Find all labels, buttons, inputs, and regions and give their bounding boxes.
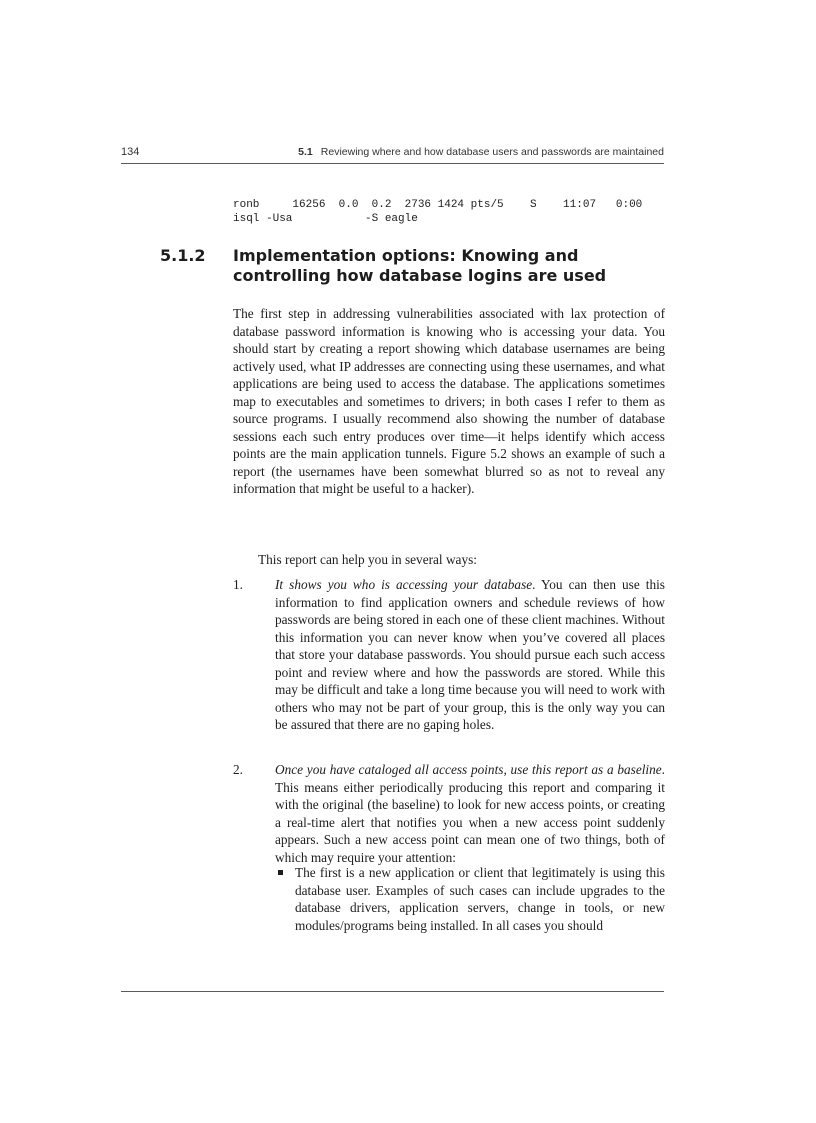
code-line: isql -Usa -S eagle <box>233 213 418 225</box>
running-header <box>121 143 664 164</box>
code-line: ronb 16256 0.0 0.2 2736 1424 pts/5 S 11:07 0:00 <box>233 199 643 211</box>
list-item-body <box>275 576 665 734</box>
bullet-item <box>275 864 665 934</box>
code-block <box>233 198 642 226</box>
body-paragraph: The first step in addressing vulnerabilities associated with lax protection of database password information is knowing who is accessing your data. You should start by creating a report showing which database usernames are being actively used, what IP addresses are connecting using these usernames, and what applications are being used to access the database. The applications sometimes map to executables and sometimes to drivers; in both cases I refer to them as source programs. I usually recommend also showing the number of database sessions each such entry produces over time—it helps identify which access points are the main application tunnels. Figure 5.2 shows an example of such a report (the usernames have been somewhat blurred so as not to reveal any information that might be useful to a hacker). <box>233 306 665 496</box>
running-title-text: Reviewing where and how database users and passwords are maintained <box>320 146 664 158</box>
running-section-number: 5.1 <box>298 146 313 158</box>
bottom-rule <box>121 991 664 992</box>
section-number: 5.1.2 <box>160 246 206 265</box>
bullet-item-text: The first is a new application or client that legitimately is using this database user. Examples of such cases can include upgrades to the database drivers, application servers, change in tools, or new modules/programs being installed. In all cases you should <box>295 865 665 933</box>
list-item-text: . This means either periodically producing this report and comparing it with the original (the baseline) to look for new access points, or creating a real-time alert that notifies you when a new access point suddenly appears. Such a new access point can mean one of two things, both of which may require your attention: <box>275 762 665 865</box>
list-item-number: 1. <box>233 577 243 592</box>
list-item-body <box>275 761 665 866</box>
list-item-lead: Once you have cataloged all access points, use this report as a baseline <box>275 762 662 777</box>
list-item-number: 2. <box>233 762 243 777</box>
bullet-square-icon <box>278 870 283 875</box>
list-item-text: . You can then use this information to find application owners and schedule reviews of how passwords are being stored in each one of these client machines. Without this information you can never know when you’ve covered all places that store your database passwords. You should pursue each such access point and review where and how the passwords are stored. While this may be difficult and take a long time because you will need to work with others who may not be part of your group, this is the only way you can be assured that there are no gaping holes. <box>275 577 665 732</box>
section-title: Implementation options: Knowing and controlling how database logins are used <box>233 246 607 285</box>
page-number: 134 <box>121 146 140 158</box>
list-intro-paragraph: This report can help you in several ways: <box>258 552 477 567</box>
running-title <box>298 146 664 158</box>
list-item <box>233 761 665 866</box>
list-item <box>233 576 665 734</box>
list-item-lead: It shows you who is accessing your database <box>275 577 533 592</box>
